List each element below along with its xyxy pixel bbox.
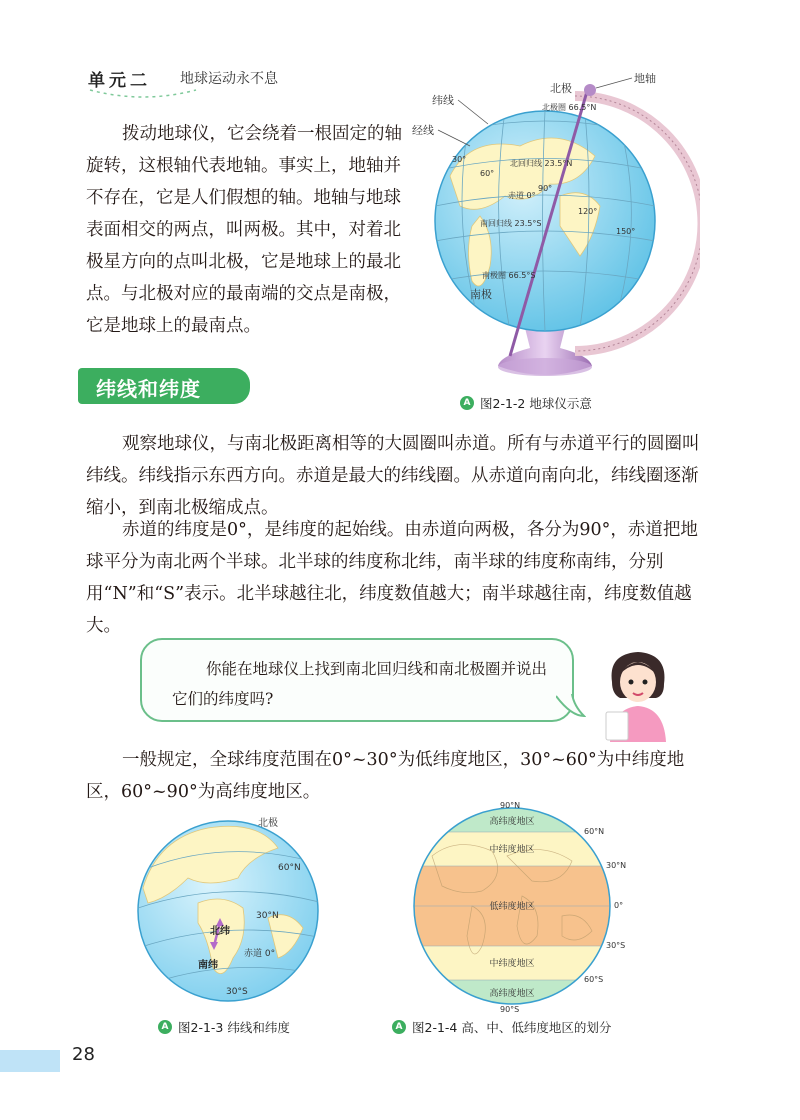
lon30-label: 30°: [452, 155, 467, 164]
lon150-label: 150°: [616, 227, 636, 236]
unit-label: 单元二: [88, 71, 151, 91]
south-latitude-label: 南纬: [198, 960, 218, 971]
equator-label: 赤道 0°: [508, 191, 536, 200]
north-latitude-label: 北纬: [210, 926, 230, 937]
tropic-capricorn-label: 南回归线 23.5°S: [480, 219, 542, 228]
question-text: 你能在地球仪上找到南北回归线和南北极圈并说出它们的纬度吗?: [172, 660, 548, 708]
caption-badge-icon: A: [460, 396, 474, 410]
fig2-caption: [460, 394, 592, 412]
fig4-caption: [392, 1018, 611, 1036]
lat90n-label: 90°N: [500, 801, 521, 810]
fig3-60n-label: 60°N: [278, 863, 301, 873]
bubble-tail: [556, 694, 586, 718]
paragraph-earth-axis: 拨动地球仪，它会绕着一根固定的轴旋转，这根轴代表地轴。事实上，地轴并不存在，它是人们假想的轴。地轴与地球表面相交的两点，叫两极。其中，对着北极星方向的点叫北极，它是地球上的最北点。与北极对应的最南端的交点是南极，它是地球上的最南点。: [86, 124, 402, 336]
lat60n-label: 60°N: [584, 827, 605, 836]
mid-north-label: 中纬度地区: [489, 845, 535, 855]
page-number: 28: [72, 1044, 95, 1065]
question-bubble: [140, 638, 574, 722]
teacher-avatar: [598, 646, 678, 742]
section-heading-title: 纬线和纬度: [96, 377, 201, 401]
latitude-line-label: 纬线: [432, 94, 454, 107]
longitude-line-label: 经线: [412, 124, 434, 137]
high-south-label: 高纬度地区: [489, 989, 535, 999]
axis-label: 地轴: [634, 72, 656, 85]
paragraph-latitude-lines: 观察地球仪，与南北极距离相等的大圆圈叫赤道。所有与赤道平行的圆圈叫纬线。纬线指示东西方向。赤道是最大的纬线圈。从赤道向南向北，纬线圈逐渐缩小，到南北极缩成点。: [86, 434, 700, 518]
tropic-cancer-label: 北回归线 23.5°N: [510, 159, 573, 168]
lon90-label: 90°: [538, 184, 553, 193]
caption-badge-icon: A: [392, 1020, 406, 1034]
fig4-caption-text: 图2-1-4 高、中、低纬度地区的划分: [412, 1020, 612, 1035]
header-decoration: [88, 88, 198, 102]
fig3-30n-label: 30°N: [256, 911, 279, 921]
high-north-label: 高纬度地区: [489, 817, 535, 827]
unit-title: 地球运动永不息: [180, 71, 278, 87]
fig3-north-pole-label: 北极: [258, 818, 278, 829]
latitude-globe-figure: [128, 808, 328, 1014]
low-label: 低纬度地区: [489, 902, 535, 912]
fig3-caption-text: 图2-1-3 纬线和纬度: [178, 1020, 290, 1035]
fig3-30s-label: 30°S: [226, 987, 248, 997]
lat30n-label: 30°N: [606, 861, 627, 870]
fig3-caption: [158, 1018, 290, 1036]
north-pole-label: 北极: [550, 82, 572, 95]
fig2-caption-text: 图2-1-2 地球仪示意: [480, 396, 592, 411]
south-pole-label: 南极: [470, 288, 492, 301]
lat0-label: 0°: [614, 901, 624, 910]
paragraph-latitude-zones: 一般规定，全球纬度范围在0°~30°为低纬度地区，30°~60°为中纬度地区，60°~90°为高纬度地区。: [86, 750, 685, 802]
unit-header: [88, 66, 408, 92]
arctic-circle-label: 北极圈 66.5°N: [542, 103, 597, 112]
page-corner-bar: [0, 1050, 60, 1072]
caption-badge-icon: A: [158, 1020, 172, 1034]
axis-leader: [596, 78, 632, 88]
lon60-label: 60°: [480, 169, 495, 178]
mid-south-label: 中纬度地区: [489, 959, 535, 969]
latitude-zones-figure: [412, 796, 652, 1016]
lat90s-label: 90°S: [500, 1005, 520, 1014]
lon120-label: 120°: [578, 207, 598, 216]
section-heading: [78, 368, 258, 404]
globe-figure: [410, 66, 700, 394]
paragraph-latitude-values: 赤道的纬度是0°，是纬度的起始线。由赤道向两极，各分为90°，赤道把地球平分为南北两个半球。北半球的纬度称北纬，南半球的纬度称南纬，分别用“N”和“S”表示。北半球越往北，纬度数值越大；南半球越往南，纬度数值越大。: [86, 520, 698, 636]
lat60s-label: 60°S: [584, 975, 604, 984]
antarctic-circle-label: 南极圈 66.5°S: [482, 271, 536, 280]
fig3-equator-label: 赤道 0°: [244, 949, 276, 959]
lat30s-label: 30°S: [606, 941, 626, 950]
